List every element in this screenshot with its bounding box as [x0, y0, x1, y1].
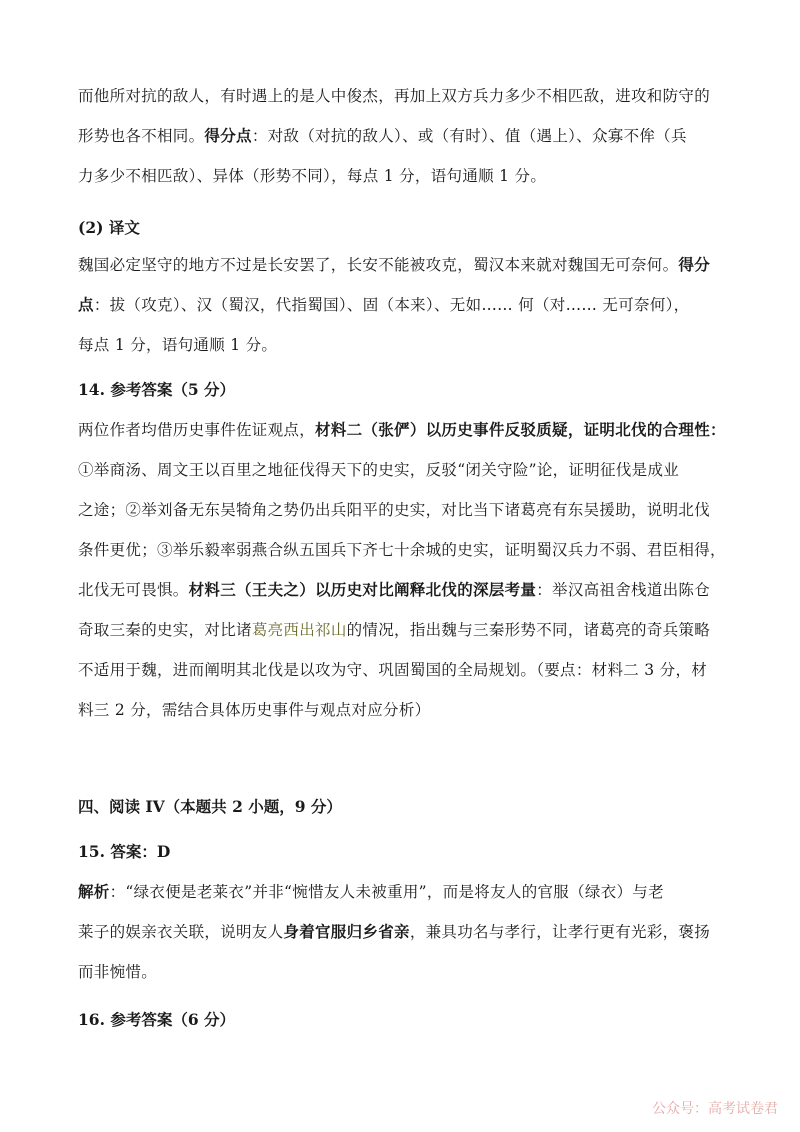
text-line: 而他所对抗的敌人，有时遇上的是人中俊杰，再加上双方兵力多少不相匹敌，进攻和防守的 — [78, 87, 711, 105]
section-4-heading: 四、阅读 IV（本题共 2 小题，9 分） — [78, 797, 342, 816]
scoring-points-label: 点 — [78, 295, 94, 314]
text-line — [78, 912, 728, 952]
bold-point: 身着官服归乡省亲 — [283, 922, 410, 941]
watermark-text: 公众号：高考试卷君 — [652, 1101, 778, 1117]
q15-analysis-paragraph — [78, 872, 728, 992]
text-span: 莱子的娱亲衣关联，说明友人 — [78, 923, 284, 941]
text-span: ：对敌（对抗的敌人）、或（有时）、值（遇上）、众寡不侔（兵 — [251, 127, 687, 145]
q15-heading: 15. 答案：D — [78, 842, 171, 861]
scoring-points-label: 得分点 — [204, 126, 252, 145]
text-line — [78, 872, 728, 912]
text-span: ：举汉高祖舍栈道出陈仓 — [536, 581, 711, 599]
text-line — [78, 245, 728, 285]
text-span: 葛亮西出祁山 — [251, 621, 347, 639]
q14-answer-paragraph — [78, 410, 728, 730]
bold-point: 材料三（王夫之）以历史对比阐释北伐的深层考量 — [188, 580, 537, 599]
text-line: ①举商汤、周文王以百里之地征伐得天下的史实，反驳“闭关守险”论，证明征伐是成业 — [78, 461, 680, 479]
text-line — [78, 410, 728, 450]
text-line: 之途；②举刘备无东吴犄角之势仍出兵阳平的史实，对比当下诸葛亮有东吴援助，说明北伐 — [78, 501, 711, 519]
text-line — [78, 285, 728, 325]
text-line — [78, 570, 728, 610]
text-span: ：拔（攻克）、汉（蜀汉，代指蜀国）、固（本来）、无如…… 何（对…… 无可奈何）， — [93, 296, 690, 314]
text-line — [78, 610, 728, 650]
text-line: 不适用于魏，进而阐明其北伐是以攻为守、巩固蜀国的全局规划。（要点：材料二 3 分，材 — [78, 661, 708, 679]
text-span: 魏国必定坚守的地方不过是长安罢了，长安不能被攻克，蜀汉本来就对魏国无可奈何。 — [78, 256, 679, 274]
text-line: 每点 1 分，语句通顺 1 分。 — [78, 336, 278, 354]
text-line — [78, 116, 728, 156]
text-span: ： — [710, 420, 726, 439]
text-line: 力多少不相匹敌）、异体（形势不同），每点 1 分，语句通顺 1 分。 — [78, 167, 547, 185]
text-span: ：“绿衣便是老莱衣”并非“惋惜友人未被重用”，而是将友人的官服（绿衣）与老 — [109, 883, 664, 901]
text-line: 而非惋惜。 — [78, 963, 158, 981]
text-line: 条件更优；③举乐毅率弱燕合纵五国兵下齐七十余城的史实，证明蜀汉兵力不弱、君臣相得， — [78, 541, 726, 559]
q16-heading: 16. 参考答案（6 分） — [78, 1010, 236, 1029]
text-span: ，兼具功名与孝行，让孝行更有光彩，褒扬 — [409, 923, 711, 941]
q13-translation-2-paragraph — [78, 245, 728, 365]
text-span: 奇取三秦的史实，对比诸 — [78, 621, 252, 639]
q13-sub2-heading: (2) 译文 — [78, 218, 140, 237]
text-span: 两位作者均借历史事件佐证观点， — [78, 421, 316, 439]
text-span: 形势也各不相同。 — [78, 127, 205, 145]
q14-heading: 14. 参考答案（5 分） — [78, 380, 236, 399]
text-span: 的情况，指出魏与三秦形势不同，诸葛亮的奇兵策略 — [346, 621, 711, 639]
scoring-points-label: 得分 — [678, 255, 711, 274]
bold-point: 材料二（张俨）以历史事件反驳质疑，证明北伐的合理性 — [315, 420, 711, 439]
analysis-label: 解析 — [78, 882, 110, 901]
q13-translation-1-paragraph — [78, 76, 728, 196]
text-line: 料三 2 分，需结合具体历史事件与观点对应分析） — [78, 701, 431, 719]
text-span: 北伐无可畏惧。 — [78, 581, 189, 599]
